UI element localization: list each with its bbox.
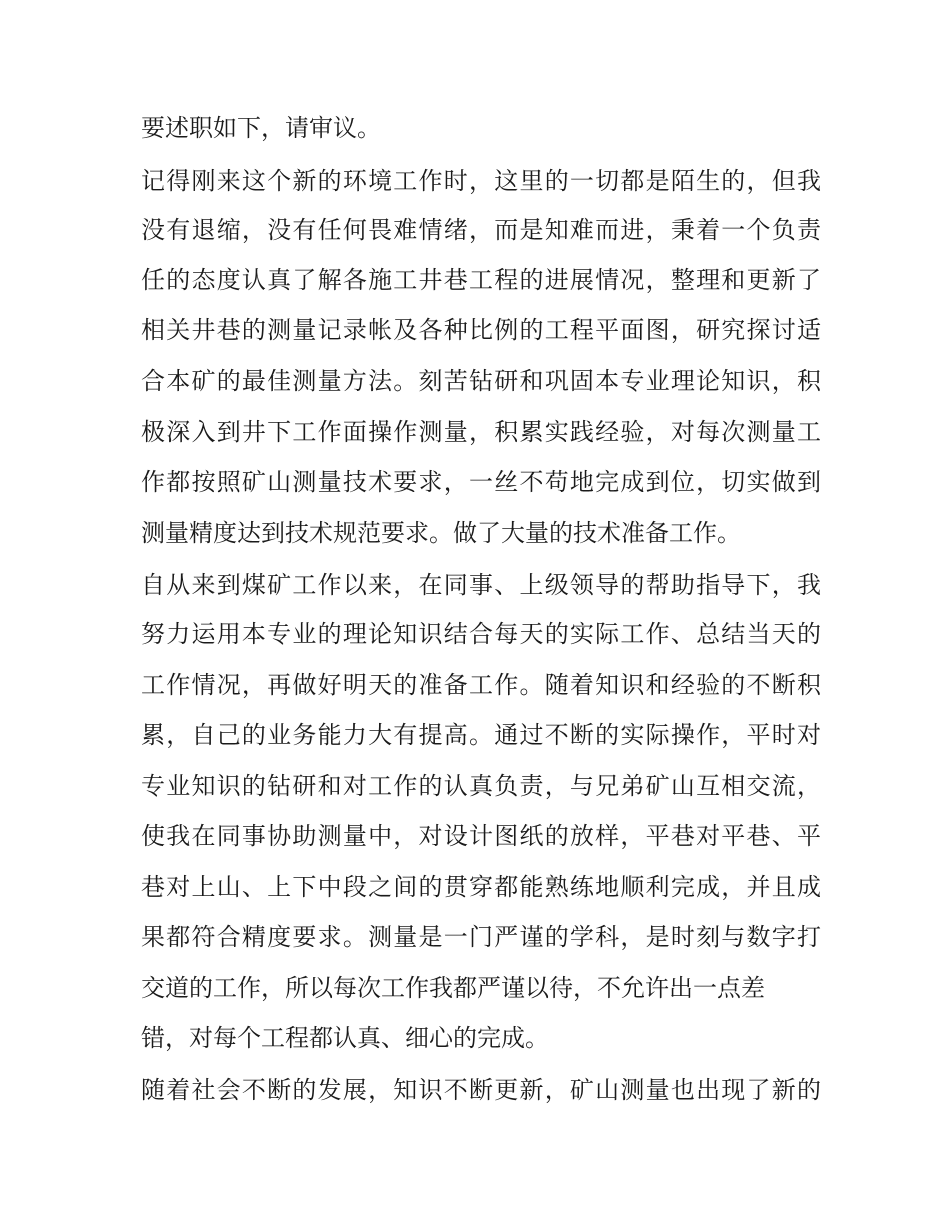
text-line: 错，对每个工程都认真、细心的完成。 <box>141 1024 549 1052</box>
text-line: 专业知识的钻研和对工作的认真负责，与兄弟矿山互相交流， <box>141 772 821 800</box>
text-line: 极深入到井下工作面操作测量，积累实践经验，对每次测量工 <box>141 418 821 446</box>
text-line: 交道的工作，所以每次工作我都严谨以待，不允许出一点差 <box>141 974 765 1002</box>
text-line: 要述职如下，请审议。 <box>141 114 381 142</box>
text-line: 工作情况，再做好明天的准备工作。随着知识和经验的不断积 <box>141 671 821 699</box>
text-line: 合本矿的最佳测量方法。刻苦钻研和巩固本专业理论知识，积 <box>141 367 821 395</box>
text-line: 没有退缩，没有任何畏难情绪，而是知难而进，秉着一个负责 <box>141 216 821 244</box>
text-line: 自从来到煤矿工作以来，在同事、上级领导的帮助指导下，我 <box>141 571 821 599</box>
text-line: 记得刚来这个新的环境工作时，这里的一切都是陌生的，但我 <box>141 167 821 195</box>
text-line: 使我在同事协助测量中，对设计图纸的放样，平巷对平巷、平 <box>141 822 821 850</box>
text-line: 作都按照矿山测量技术要求，一丝不苟地完成到位，切实做到 <box>141 468 821 496</box>
text-line: 果都符合精度要求。测量是一门严谨的学科，是时刻与数字打 <box>141 923 821 951</box>
text-line: 随着社会不断的发展，知识不断更新，矿山测量也出现了新的 <box>141 1076 821 1104</box>
text-line: 累，自己的业务能力大有提高。通过不断的实际操作，平时对 <box>141 721 821 749</box>
text-line: 巷对上山、上下中段之间的贯穿都能熟练地顺利完成，并且成 <box>141 873 821 901</box>
text-line: 任的态度认真了解各施工井巷工程的进展情况，整理和更新了 <box>141 266 821 294</box>
text-line: 测量精度达到技术规范要求。做了大量的技术准备工作。 <box>141 519 741 547</box>
text-line: 相关井巷的测量记录帐及各种比例的工程平面图，研究探讨适 <box>141 316 821 344</box>
text-line: 努力运用本专业的理论知识结合每天的实际工作、总结当天的 <box>141 620 821 648</box>
